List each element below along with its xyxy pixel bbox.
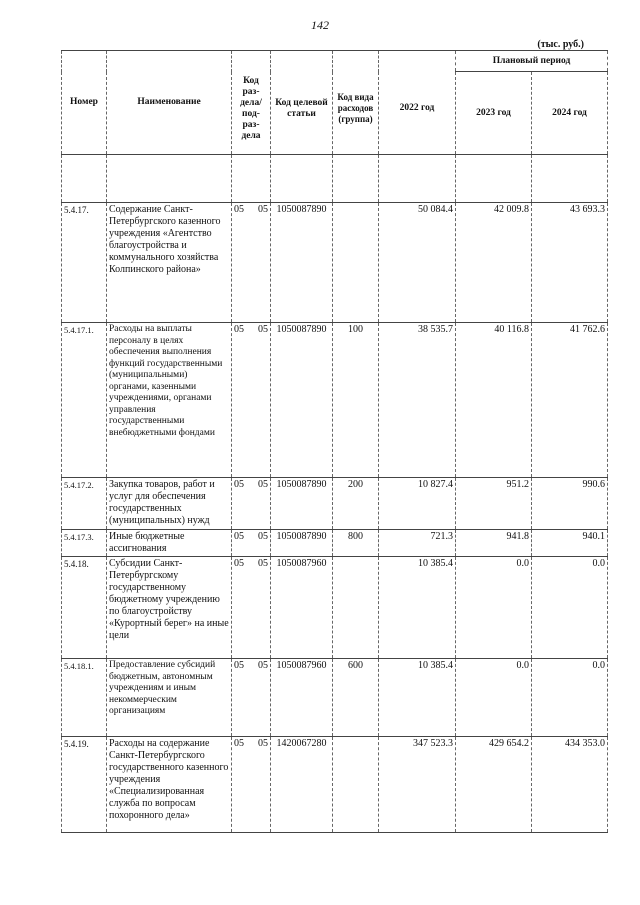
header-2023: 2023 год [456,72,532,155]
row-2022: 10 827.4 [379,478,456,530]
units-label: (тыс. руб.) [537,39,584,50]
row-target: 1420067280 [271,737,333,833]
row-group [333,203,379,323]
row-target: 1050087960 [271,557,333,659]
section-code: 05 [234,660,244,671]
section-code: 05 [234,738,244,749]
section-code: 05 [234,479,244,490]
row-name: Содержание Санкт-Петербургского казенного учреждения «Агентство благоустройства и коммунального хозяйства Колпинского района» [107,203,232,323]
row-name: Предоставление субсидий бюджетным, автономным учреждениям и иным некоммерческим организациям [107,659,232,737]
subsection-code: 05 [258,660,268,671]
table-row [62,737,608,833]
row-number: 5.4.18.1. [62,659,107,737]
row-target: 1050087890 [271,203,333,323]
section-code: 05 [234,531,244,542]
row-2023: 40 116.8 [456,323,532,478]
row-2023: 941.8 [456,530,532,557]
table-row [62,530,608,557]
subsection-code: 05 [258,479,268,490]
row-name: Иные бюджетные ассигнования [107,530,232,557]
row-2023: 951.2 [456,478,532,530]
row-2024: 0.0 [532,557,608,659]
row-2024: 940.1 [532,530,608,557]
row-number: 5.4.17.1. [62,323,107,478]
table-row [62,557,608,659]
row-group [333,737,379,833]
row-name: Субсидии Санкт-Петербургскому государственному бюджетному учреждению по благоустройству «Курортный берег» на иные цели [107,557,232,659]
row-group: 200 [333,478,379,530]
row-group: 800 [333,530,379,557]
row-2022: 347 523.3 [379,737,456,833]
table-row [62,659,608,737]
subsection-code: 05 [258,558,268,569]
table-header [62,51,608,155]
row-2022: 10 385.4 [379,659,456,737]
section-code: 05 [234,204,244,215]
header-planned-period: Плановый период [456,51,608,72]
row-2022: 38 535.7 [379,323,456,478]
row-2024: 0.0 [532,659,608,737]
header-expense-type: Код вида расходов (группа) [333,51,379,155]
row-2022: 10 385.4 [379,557,456,659]
section-code: 05 [234,558,244,569]
header-2024: 2024 год [532,72,608,155]
row-2024: 990.6 [532,478,608,530]
table-body [62,155,608,833]
row-section [232,203,271,323]
row-2024: 434 353.0 [532,737,608,833]
row-section [232,323,271,478]
row-name: Закупка товаров, работ и услуг для обеспечения государственных (муниципальных) нужд [107,478,232,530]
row-number: 5.4.17. [62,203,107,323]
row-section [232,478,271,530]
row-name: Расходы на выплаты персоналу в целях обеспечения выполнения функций государственными (муниципальными) органами, казенными учреждениями, органами управления государственными внебюджетными фондами [107,323,232,478]
spacer-row [62,155,608,203]
table-row [62,478,608,530]
header-2022: 2022 год [379,51,456,155]
row-target: 1050087890 [271,323,333,478]
row-section [232,659,271,737]
row-2023: 429 654.2 [456,737,532,833]
row-group [333,557,379,659]
row-target: 1050087960 [271,659,333,737]
row-target: 1050087890 [271,478,333,530]
subsection-code: 05 [258,531,268,542]
header-target: Код целевой статьи [271,51,333,155]
row-group: 100 [333,323,379,478]
page-number: 142 [311,18,329,32]
row-2023: 0.0 [456,659,532,737]
row-number: 5.4.17.3. [62,530,107,557]
row-number: 5.4.17.2. [62,478,107,530]
row-2022: 721.3 [379,530,456,557]
row-2022: 50 084.4 [379,203,456,323]
table-row [62,323,608,478]
row-section [232,530,271,557]
table-row [62,203,608,323]
section-code: 05 [234,324,244,335]
subsection-code: 05 [258,204,268,215]
row-name: Расходы на содержание Санкт-Петербургского государственного казенного учреждения «Специализированная служба по вопросам похоронного дела» [107,737,232,833]
header-number: Номер [62,51,107,155]
row-2024: 41 762.6 [532,323,608,478]
row-number: 5.4.18. [62,557,107,659]
header-name: Наименование [107,51,232,155]
subsection-code: 05 [258,738,268,749]
row-2023: 42 009.8 [456,203,532,323]
row-section [232,737,271,833]
header-section: Код раз- дела/ под- раз- дела [232,51,271,155]
row-2023: 0.0 [456,557,532,659]
budget-table [61,50,608,833]
row-2024: 43 693.3 [532,203,608,323]
row-number: 5.4.19. [62,737,107,833]
row-group: 600 [333,659,379,737]
row-section [232,557,271,659]
row-target: 1050087890 [271,530,333,557]
subsection-code: 05 [258,324,268,335]
